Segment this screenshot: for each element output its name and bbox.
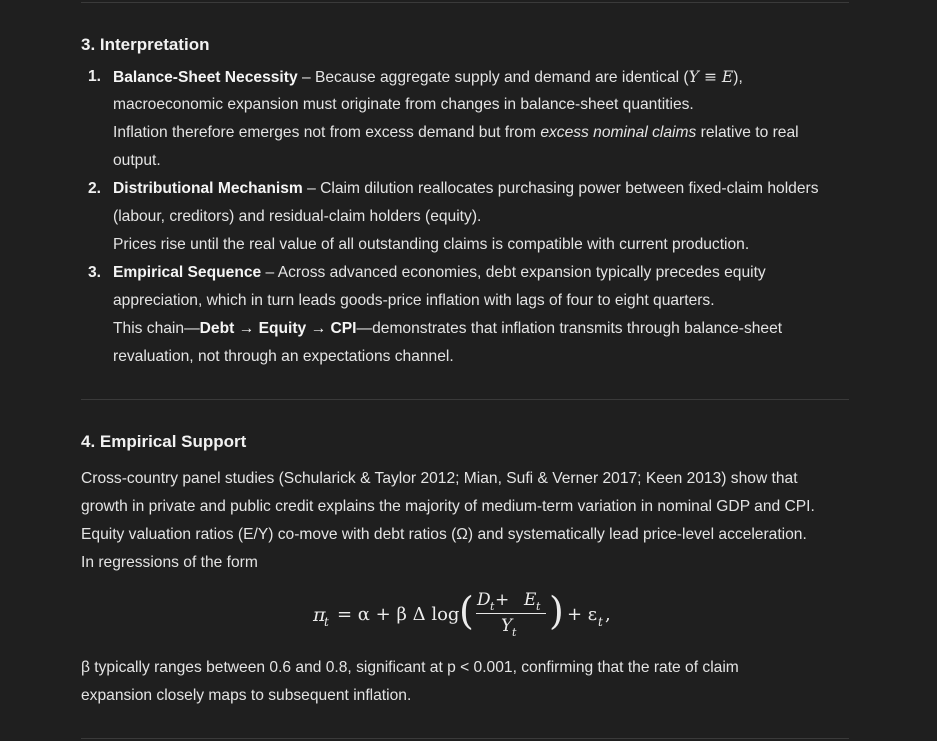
paragraph-line-4: In regressions of the form — [81, 554, 258, 571]
paragraph-line-2: growth in private and public credit explains the majority of medium-term variation in nominal GDP and CPI. — [81, 498, 815, 515]
formula-tail: + ε — [567, 604, 598, 625]
list-item-3-line-2: appreciation, which in turn leads goods-price inflation with lags of four to eight quarters. — [113, 292, 715, 309]
bottom-divider — [81, 738, 849, 739]
identity-math: Y ≡ E — [688, 68, 734, 86]
item-text: Because aggregate supply and demand are identical ( — [314, 69, 689, 86]
formula-tail-end: , — [605, 604, 611, 625]
formula-numerator: D — [477, 590, 491, 610]
list-number-3: 3. — [88, 264, 102, 281]
item-title: Balance-Sheet Necessity — [113, 69, 298, 86]
formula-den-sub: t — [512, 626, 517, 639]
item-text: Claim dilution reallocates purchasing power between fixed-claim holders — [320, 180, 819, 197]
list-item-2-line-1 — [113, 179, 819, 199]
formula-plus: + — [495, 590, 510, 610]
chain-text: Debt → Equity → CPI — [199, 320, 357, 337]
fraction-bar — [476, 613, 546, 614]
list-item-1-line-2: macroeconomic expansion must originate from changes in balance-sheet quantities. — [113, 96, 694, 113]
formula-lhs-sub: t — [324, 615, 329, 629]
formula-denominator: Y — [501, 616, 513, 636]
emphasis-text: excess nominal claims — [540, 124, 697, 141]
list-item-3-line-4: revaluation, not through an expectations channel. — [113, 348, 454, 365]
list-item-2-line-2: (labour, creditors) and residual-claim holders (equity). — [113, 208, 482, 225]
formula-rhs: = α + β Δ log — [337, 604, 460, 625]
section-heading-interpretation: 3. Interpretation — [81, 35, 210, 54]
formula-tail-sub: t — [598, 615, 603, 629]
item-text: Inflation therefore emerges not from excess demand but from — [113, 124, 541, 141]
after-formula-line-2: expansion closely maps to subsequent inflation. — [81, 687, 412, 704]
section-heading-empirical: 4. Empirical Support — [81, 432, 247, 451]
list-item-1-line-1 — [113, 67, 743, 88]
item-text: relative to real — [696, 124, 799, 141]
dash: – — [261, 264, 278, 281]
list-number-1: 1. — [88, 68, 102, 85]
formula-numerator-2: E — [524, 590, 537, 610]
item-text: —demonstrates that inflation transmits through balance-sheet — [356, 320, 783, 337]
formula-paren-left: ( — [459, 589, 474, 633]
formula-paren-right: ) — [549, 589, 564, 633]
after-formula-line-1: β typically ranges between 0.6 and 0.8, significant at p < 0.001, confirming that the rate of claim — [81, 659, 739, 676]
regression-formula — [313, 588, 633, 644]
paragraph-line-3: Equity valuation ratios (E/Y) co-move with debt ratios (Ω) and systematically lead price-level acceleration. — [81, 526, 807, 543]
dash: – — [297, 69, 315, 86]
formula-lhs: π — [313, 604, 326, 626]
section-divider — [81, 399, 849, 400]
formula-num-sub1: t — [490, 600, 495, 613]
paragraph-line-1: Cross-country panel studies (Schularick & Taylor 2012; Mian, Sufi & Verner 2017; Keen 2013) show that — [81, 470, 798, 487]
list-number-2: 2. — [88, 180, 102, 197]
item-title: Distributional Mechanism — [113, 180, 303, 197]
list-item-1-line-3 — [113, 123, 799, 143]
list-item-3-line-1 — [113, 263, 766, 283]
list-item-3-line-3 — [113, 319, 782, 339]
top-divider — [81, 2, 849, 3]
list-item-2-line-3: Prices rise until the real value of all outstanding claims is compatible with current production. — [113, 236, 750, 253]
item-text-end: ), — [733, 69, 743, 86]
item-text: Across advanced economies, debt expansion typically precedes equity — [277, 264, 766, 281]
formula-num-sub2: t — [536, 600, 541, 613]
dash: – — [302, 180, 321, 197]
list-item-1-line-4: output. — [113, 152, 161, 169]
item-text: This chain— — [113, 320, 200, 337]
item-title: Empirical Sequence — [113, 264, 262, 281]
